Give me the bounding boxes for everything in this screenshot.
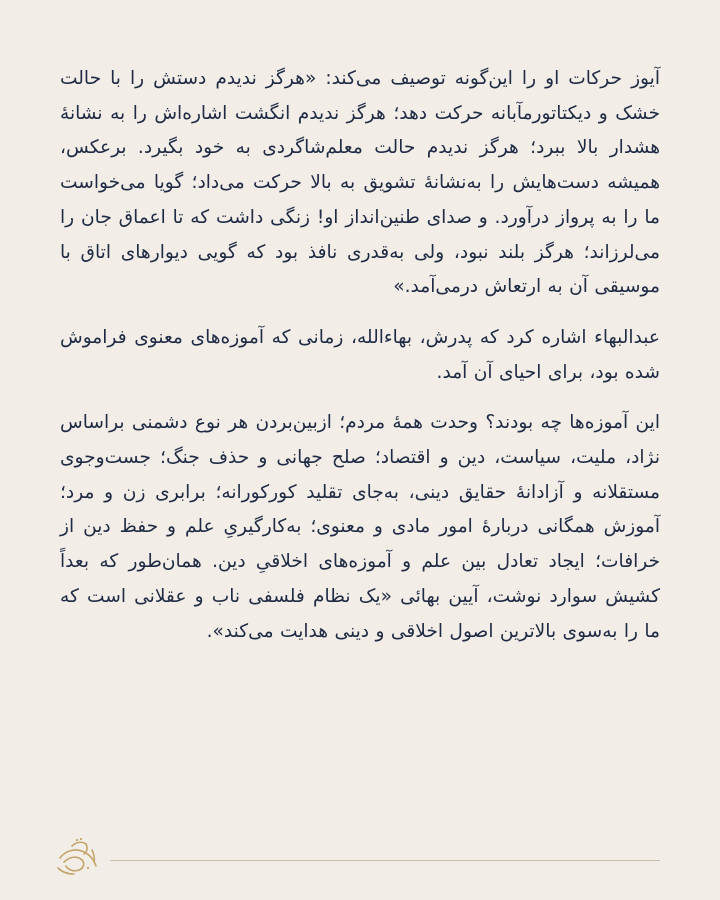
calligraphy-logo-icon [52,828,104,880]
article-body [60,62,660,665]
paragraph-abdulbaha: عبدالبهاء اشاره کرد که پدرش، بهاءالله، زمانی که آموزه‌های معنوی فراموش شده بود، برای احیای آن آمد. [60,326,660,383]
footer-divider [110,860,660,861]
paragraph-teachings: این آموزه‌ها چه بودند؟ وحدت همهٔ مردم؛ ازبین‌بردن هر نوع دشمنی براساس نژاد، ملیت، سیاست، دین و اقتصاد؛ صلح جهانی و حذف جنگ؛ جست‌وجوی مستقلانه و آزادانهٔ حقایق دینی، به‌جای تقلید کورکورانه؛ برابری زن و مرد؛ آموزش همگانی دربارهٔ امور مادی و معنوی؛ به‌کارگیریِ علم و حفظ دین از خرافات؛ ایجاد تعادل بین علم و آموزه‌های اخلاقیِ دین. همان‌طور که بعداً کشیش سوارد نوشت، آیین بهائی «یک نظام فلسفی ناب و عقلانی است که ما را به‌سوی بالاترین اصول اخلاقی و دینی هدایت می‌کند». [60,412,660,642]
paragraph-quote: آیوز حرکات او را این‌گونه توصیف می‌کند: «هرگز ندیدم دستش را با حالت خشک و دیکتاتورمآبانه حرکت دهد؛ هرگز ندیدم انگشت اشاره‌اش را به نشانهٔ هشدار بالا ببرد؛ هرگز ندیدم حالت معلم‌شاگردی به خود بگیرد. برعکس، همیشه دست‌هایش را به‌نشانهٔ تشویق به بالا حرکت می‌داد؛ گویا می‌خواست ما را به پرواز درآورد. و صدای طنین‌انداز او! زنگی داشت که تا اعماق جان را می‌لرزاند؛ هرگز بلند نبود، ولی به‌قدری نافذ بود که گویی دیوارهای اتاق با موسیقی آن به ارتعاش درمی‌آمد.» [60,68,660,298]
